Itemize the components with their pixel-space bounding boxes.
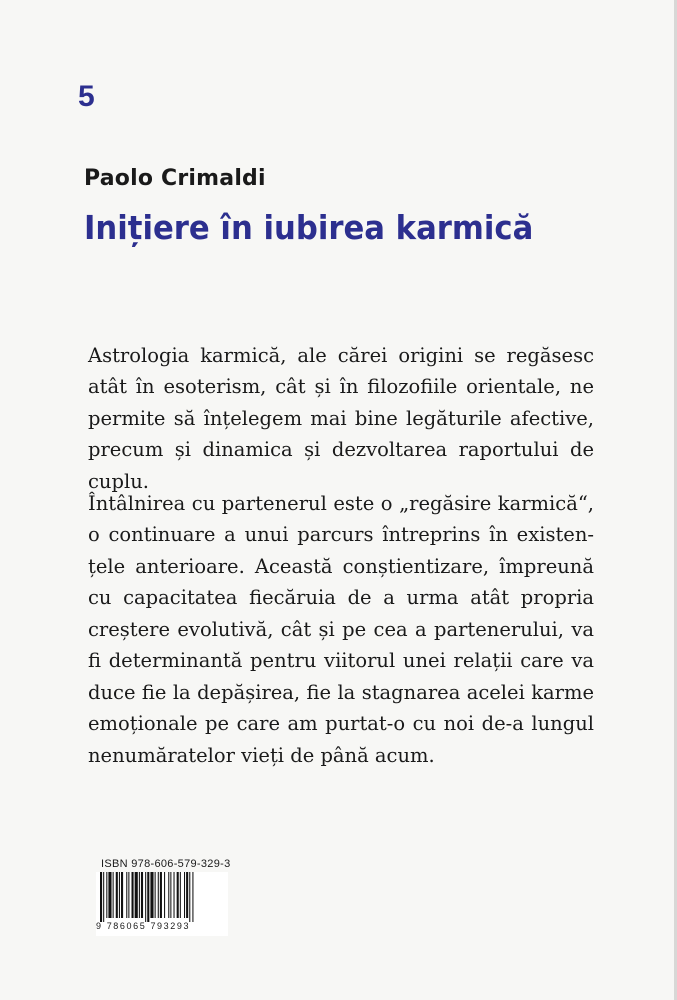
barcode-bar	[160, 872, 162, 918]
barcode-digits: 9 786065 793293	[96, 921, 191, 931]
book-title: Inițiere în iubirea karmică	[84, 208, 534, 247]
barcode-bar	[139, 872, 140, 918]
barcode-bar	[150, 872, 153, 918]
barcode-bar	[147, 872, 149, 922]
barcode-bar	[168, 872, 169, 918]
barcode-bar	[126, 872, 127, 918]
barcode-bar	[135, 872, 138, 918]
isbn-label: ISBN 978-606-579-329-3	[101, 858, 231, 870]
barcode-bar	[184, 872, 185, 918]
barcode-bar	[180, 872, 181, 918]
barcode-bar	[113, 872, 114, 918]
barcode-bar	[189, 872, 190, 922]
barcode-bar	[177, 872, 179, 918]
blurb-paragraph: Astrologia karmică, ale cărei origini se regăsesc atât în esoterism, cât și în filozofiile orientale, ne permite să înțelegem mai bine legăturile afective, precum și dinamica și dezvoltarea raportului de cuplu.	[88, 343, 594, 493]
barcode-bar	[192, 872, 193, 922]
series-number: 5	[78, 80, 95, 113]
barcode-bar	[186, 872, 188, 918]
barcode-bar	[116, 872, 118, 918]
author-name: Paolo Crimaldi	[84, 166, 266, 191]
barcode-bar	[106, 872, 107, 918]
barcode-bar	[119, 872, 120, 918]
barcode-bar	[164, 872, 165, 918]
barcode-bar	[145, 872, 146, 922]
barcode-bar	[108, 872, 111, 918]
barcode-bar	[158, 872, 159, 918]
barcode-bar	[141, 872, 143, 918]
barcode-bar	[121, 872, 123, 918]
barcode-bar	[103, 872, 104, 922]
barcode-bar	[155, 872, 156, 918]
barcode-bar	[128, 872, 129, 918]
barcode-bar	[100, 872, 102, 922]
barcode-bar	[170, 872, 171, 918]
blurb-paragraph: Întâlnirea cu partenerul este o „regăsire karmică“, o continuare a unui parcurs întreprins în existențele anterioare. Această conștientizare, împreună cu capacitatea fiecăruia de a urma atât propria creștere evolutivă, cât și pe cea a partenerului, va fi determinantă pentru viitorul unei relații care va duce fie la depășirea, fie la stagnarea acelei karme emoționale pe care am purtat-o cu noi de-a lungul nenumăratelor vieți de până acum.	[88, 491, 594, 767]
barcode-bar	[174, 872, 175, 918]
barcode-bar	[132, 872, 134, 918]
